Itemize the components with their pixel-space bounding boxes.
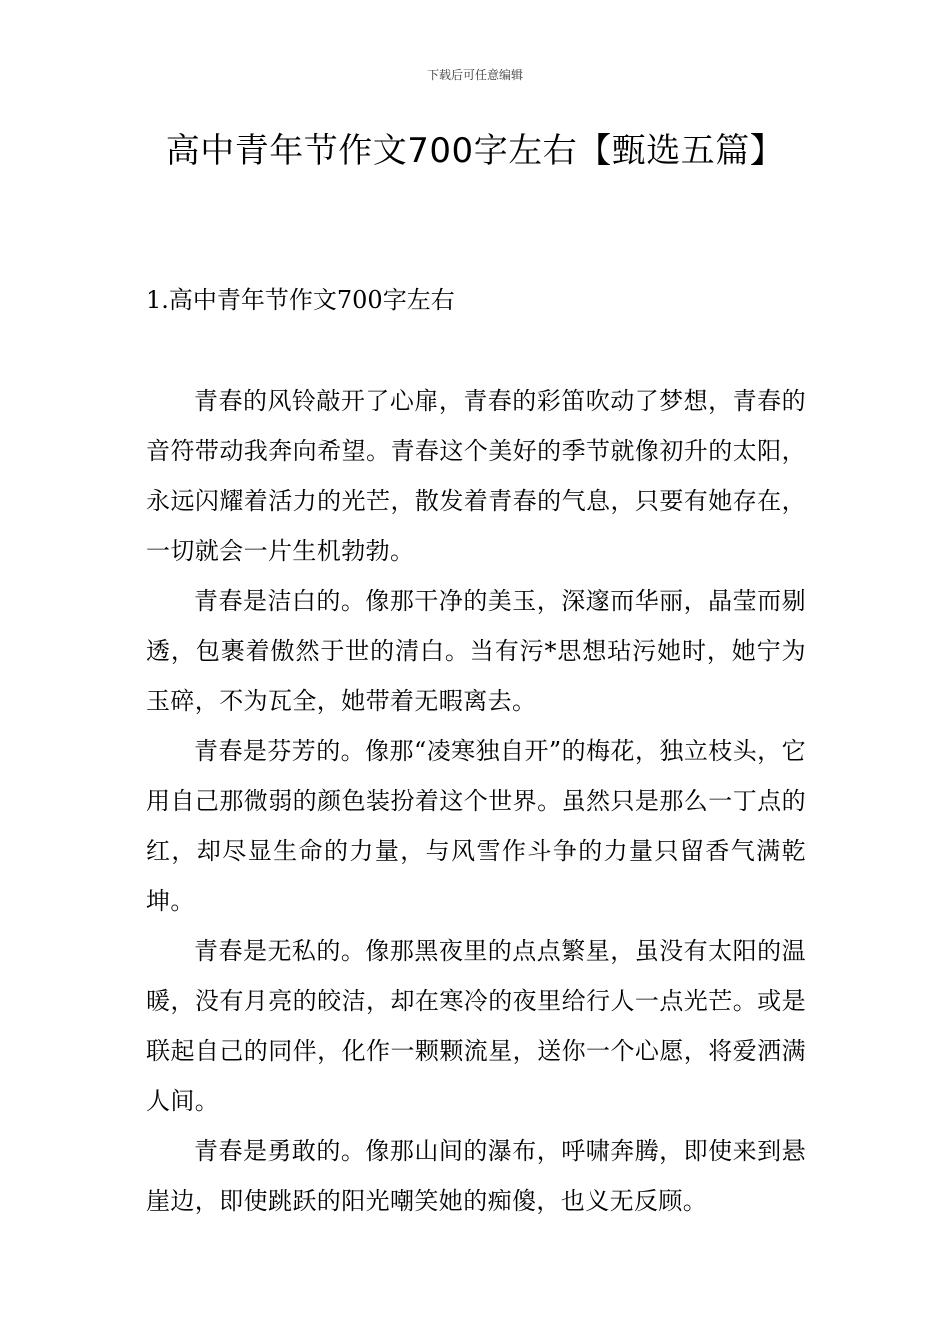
document-title: 高中青年节作文700字左右【甄选五篇】: [165, 131, 785, 171]
paragraph: 青春是无私的。像那黑夜里的点点繁星，虽没有太阳的温暖，没有月亮的皎洁，却在寒冷的夜里给行人一点光芒。或是联起自己的同伴，化作一颗颗流星，送你一个心愿，将爱洒满人间。: [146, 937, 806, 1115]
paragraph: 青春是洁白的。像那干净的美玉，深邃而华丽，晶莹而剔透，包裹着傲然于世的清白。当有污*思想玷污她时，她宁为玉碎，不为瓦全，她带着无暇离去。: [146, 587, 806, 715]
essay-body: [146, 376, 806, 1226]
paragraph: 青春是芬芳的。像那“凌寒独自开”的梅花，独立枝头，它用自己那微弱的颜色装扮着这个世界。虽然只是那么一丁点的红，却尽显生命的力量，与风雪作斗争的力量只留香气满乾坤。: [146, 737, 806, 915]
header-note: 下载后可任意编辑: [426, 68, 523, 82]
paragraph: 青春是勇敢的。像那山间的瀑布，呼啸奔腾，即使来到悬崖边，即使跳跃的阳光嘲笑她的痴傻，也义无反顾。: [146, 1137, 806, 1215]
section-heading: 1.高中青年节作文700字左右: [146, 286, 455, 314]
paragraph: 青春的风铃敲开了心扉，青春的彩笛吹动了梦想，青春的音符带动我奔向希望。青春这个美好的季节就像初升的太阳，永远闪耀着活力的光芒，散发着青春的气息，只要有她存在，一切就会一片生机勃勃。: [146, 387, 806, 565]
